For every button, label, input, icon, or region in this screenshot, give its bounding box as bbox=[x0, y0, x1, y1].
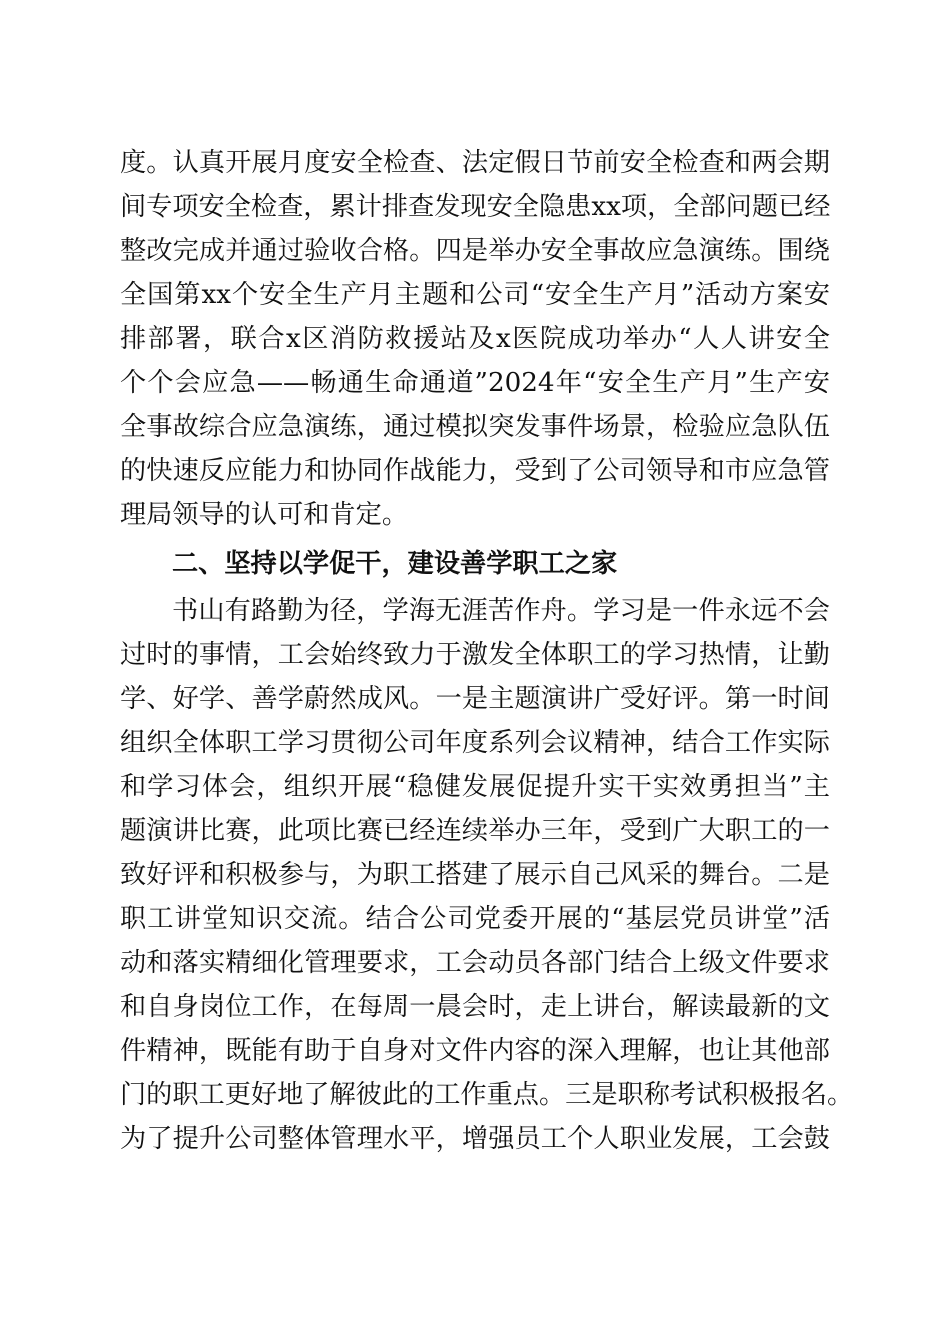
paragraph-2-line-8: 职工讲堂知识交流。结合公司党委开展的“基层党员讲堂”活 bbox=[120, 904, 830, 934]
paragraph-2-line-11: 件精神，既能有助于自身对文件内容的深入理解，也让其他部 bbox=[120, 1036, 830, 1066]
section-heading: 二、坚持以学促干，建设善学职工之家 bbox=[172, 549, 618, 579]
paragraph-1-line-4: 全国第xx个安全生产月主题和公司“安全生产月”活动方案安 bbox=[120, 280, 830, 310]
paragraph-2-line-1: 书山有路勤为径，学海无涯苦作舟。学习是一件永远不会 bbox=[172, 596, 830, 626]
paragraph-2-line-9: 动和落实精细化管理要求，工会动员各部门结合上级文件要求 bbox=[120, 948, 830, 978]
paragraph-2-line-3: 学、好学、善学蔚然成风。一是主题演讲广受好评。第一时间 bbox=[120, 684, 830, 714]
paragraph-2-line-5: 和学习体会，组织开展“稳健发展促提升实干实效勇担当”主 bbox=[120, 772, 830, 802]
paragraph-2-line-13: 为了提升公司整体管理水平，增强员工个人职业发展，工会鼓 bbox=[120, 1124, 830, 1154]
paragraph-2-line-6: 题演讲比赛，此项比赛已经连续举办三年，受到广大职工的一 bbox=[120, 816, 830, 846]
paragraph-1-line-8: 的快速反应能力和协同作战能力，受到了公司领导和市应急管 bbox=[120, 456, 830, 486]
paragraph-1-line-3: 整改完成并通过验收合格。四是举办安全事故应急演练。围绕 bbox=[120, 236, 830, 266]
paragraph-2-line-2: 过时的事情，工会始终致力于激发全体职工的学习热情，让勤 bbox=[120, 640, 830, 670]
paragraph-2-line-4: 组织全体职工学习贯彻公司年度系列会议精神，结合工作实际 bbox=[120, 728, 830, 758]
paragraph-2-line-12: 门的职工更好地了解彼此的工作重点。三是职称考试积极报名。 bbox=[120, 1080, 854, 1110]
paragraph-1-line-2: 间专项安全检查，累计排查发现安全隐患xx项，全部问题已经 bbox=[120, 192, 831, 222]
paragraph-1-line-9: 理局领导的认可和肯定。 bbox=[120, 500, 409, 530]
paragraph-1-line-6: 个个会应急——畅通生命通道”2024年“安全生产月”生产安 bbox=[120, 368, 830, 398]
paragraph-1-line-1: 度。认真开展月度安全检查、法定假日节前安全检查和两会期 bbox=[120, 148, 830, 178]
paragraph-1-line-7: 全事故综合应急演练，通过模拟突发事件场景，检验应急队伍 bbox=[120, 412, 830, 442]
paragraph-2-line-10: 和自身岗位工作，在每周一晨会时，走上讲台，解读最新的文 bbox=[120, 992, 830, 1022]
paragraph-2-line-7: 致好评和积极参与，为职工搭建了展示自己风采的舞台。二是 bbox=[120, 860, 830, 890]
paragraph-1-line-5: 排部署，联合x区消防救援站及x医院成功举办“人人讲安全 bbox=[120, 324, 830, 354]
